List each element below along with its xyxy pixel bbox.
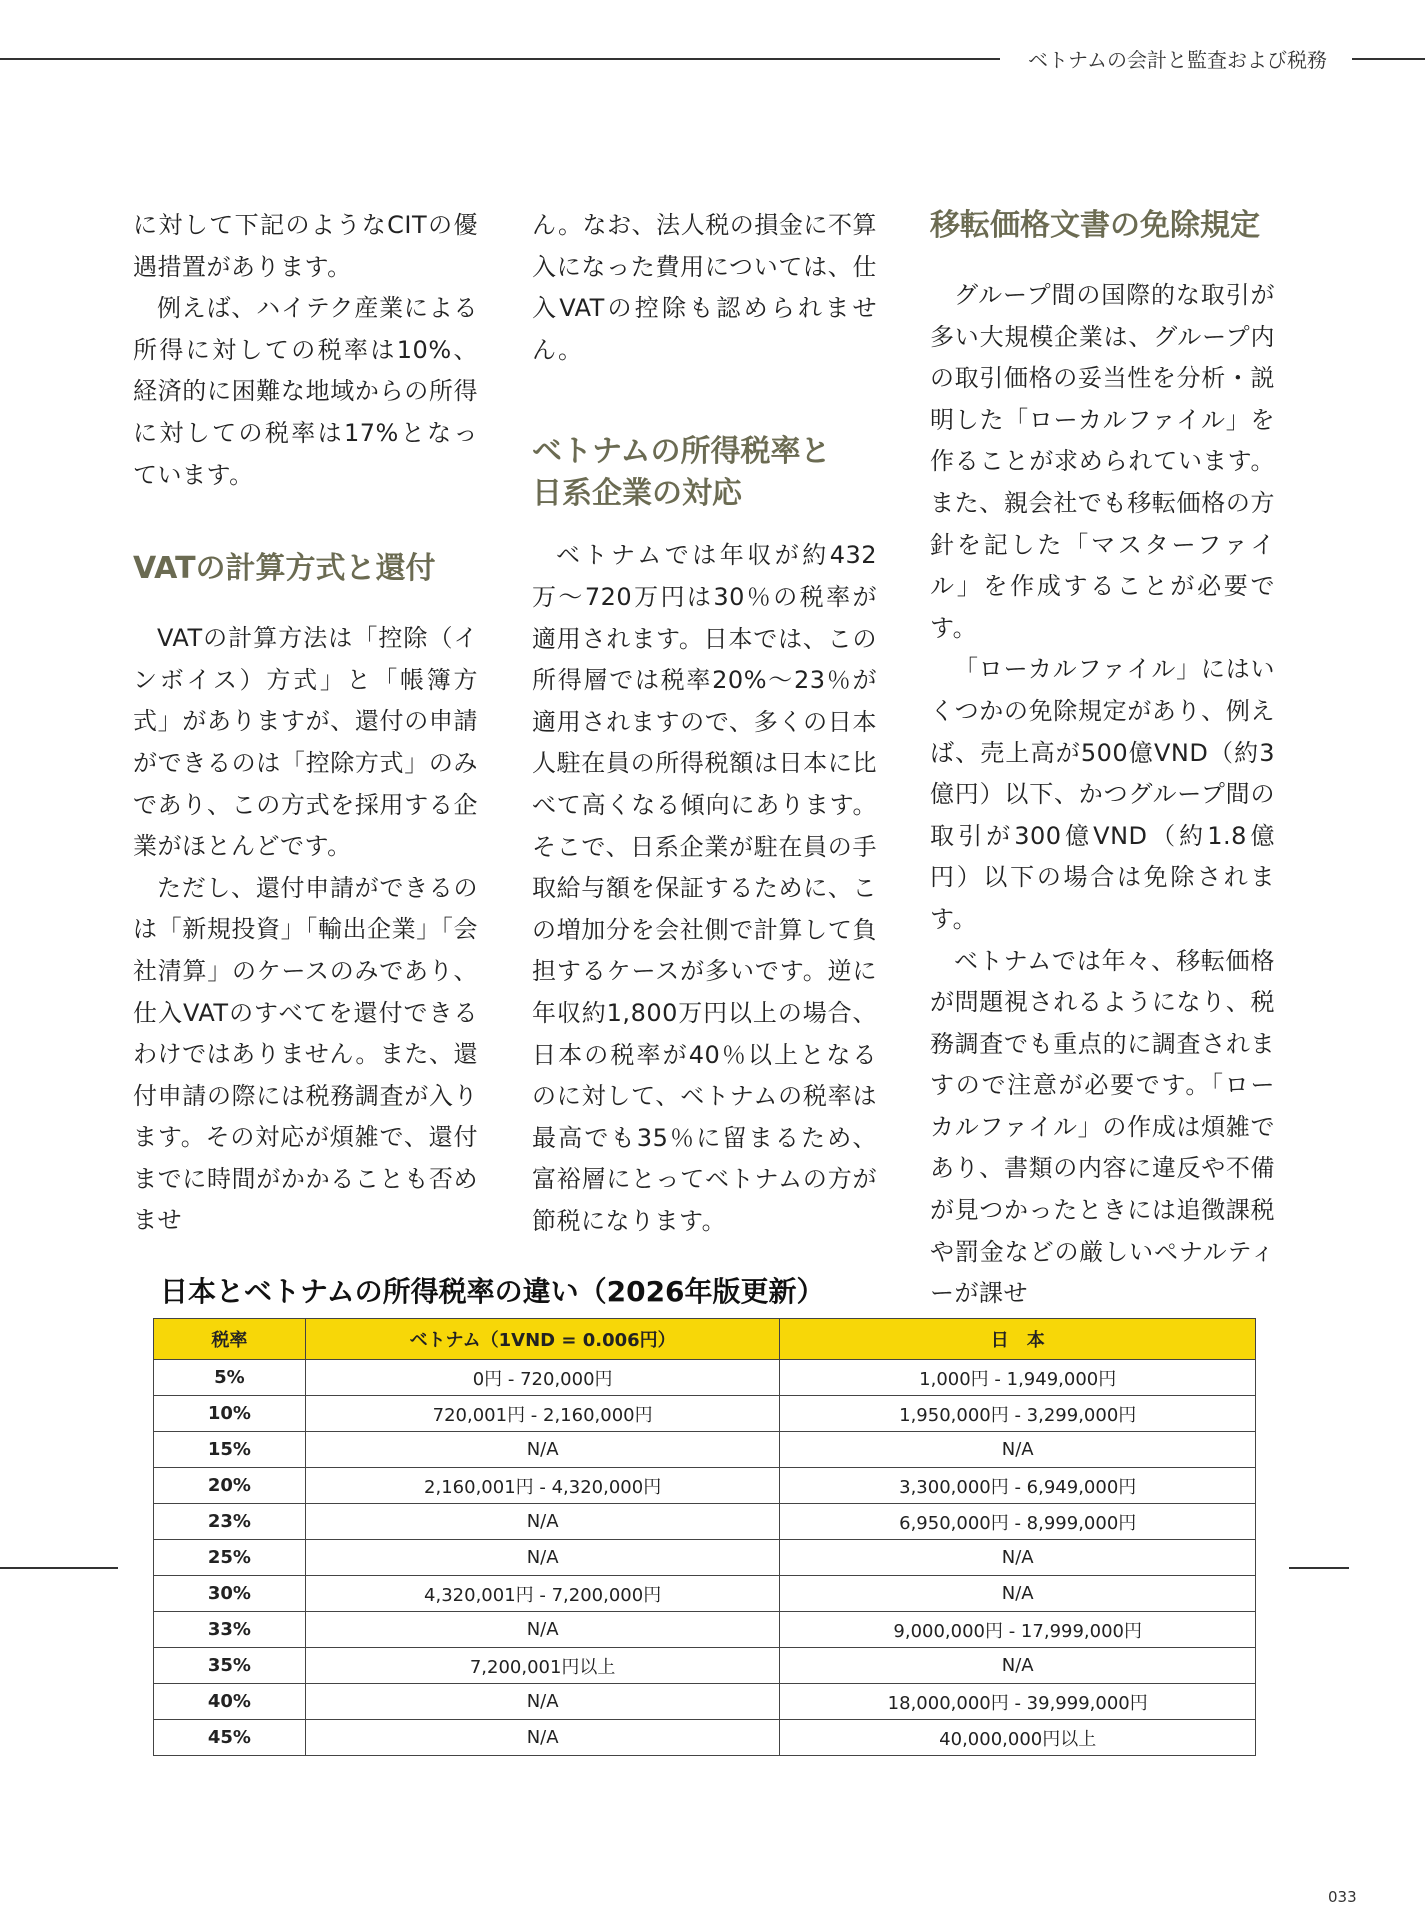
column-3: [930, 205, 1275, 1315]
paragraph: グループ間の国際的な取引が多い大規模企業は、グループ内の取引価格の妥当性を分析・説明した「ローカルファイル」を作ることが求められています。また、親会社でも移転価格の方針を記した「マスターファイル」を作成することが必要です。: [930, 281, 1275, 642]
cell-rate: 30%: [154, 1576, 306, 1612]
cell-japan: 9,000,000円 - 17,999,000円: [780, 1612, 1256, 1648]
table-row: [154, 1468, 1256, 1504]
section-heading-vat: VATの計算方式と還付: [133, 551, 436, 587]
column-header-rate: 税率: [154, 1319, 306, 1360]
header-rule-right: [1352, 58, 1425, 60]
cell-japan: 1,950,000円 - 3,299,000円: [780, 1396, 1256, 1432]
table-header-row: [154, 1319, 1256, 1360]
income-tax-table: [153, 1318, 1256, 1756]
paragraph: ただし、還付申請ができるのは「新規投資」「輸出企業」「会社清算」のケースのみであり、仕入VATのすべてを還付できるわけではありません。また、還付申請の際には税務調査が入ります。その対応が煩雑で、還付までに時間がかかることも否めませ: [133, 873, 478, 1235]
table-row: [154, 1612, 1256, 1648]
header-rule-left: [0, 58, 1000, 60]
column-2: [532, 205, 877, 1242]
cell-vietnam: N/A: [305, 1432, 780, 1468]
cell-rate: 20%: [154, 1468, 306, 1504]
cell-vietnam: N/A: [305, 1612, 780, 1648]
table-row: [154, 1360, 1256, 1396]
cell-rate: 45%: [154, 1720, 306, 1756]
paragraph: 例えば、ハイテク産業による所得に対しての税率は10%、経済的に困難な地域からの所得に対しての税率は17%となっています。: [133, 294, 478, 489]
cell-rate: 15%: [154, 1432, 306, 1468]
section-heading-income-tax: [532, 431, 877, 515]
table-row: [154, 1648, 1256, 1684]
table-row: [154, 1720, 1256, 1756]
running-header: ベトナムの会計と監査および税務: [1028, 48, 1327, 72]
cell-rate: 23%: [154, 1504, 306, 1540]
cell-vietnam: 720,001円 - 2,160,000円: [305, 1396, 780, 1432]
heading-line: 日系企業の対応: [532, 476, 742, 512]
table-row: [154, 1576, 1256, 1612]
cell-vietnam: 0円 - 720,000円: [305, 1360, 780, 1396]
cell-japan: 6,950,000円 - 8,999,000円: [780, 1504, 1256, 1540]
paragraph: 「ローカルファイル」にはいくつかの免除規定があり、例えば、売上高が500億VND（約3億円）以下、かつグループ間の取引が300億VND（約1.8億円）以下の場合は免除されます。: [930, 655, 1275, 933]
heading-line: ベトナムの所得税率と: [532, 434, 831, 470]
cell-japan: N/A: [780, 1576, 1256, 1612]
table-row: [154, 1432, 1256, 1468]
cell-rate: 25%: [154, 1540, 306, 1576]
cell-rate: 33%: [154, 1612, 306, 1648]
cell-japan: N/A: [780, 1540, 1256, 1576]
column-1: [133, 205, 478, 1242]
cell-japan: 1,000円 - 1,949,000円: [780, 1360, 1256, 1396]
cell-japan: 18,000,000円 - 39,999,000円: [780, 1684, 1256, 1720]
side-rule-right: [1289, 1567, 1349, 1569]
paragraph: ベトナムでは年々、移転価格が問題視されるようになり、税務調査でも重点的に調査されますので注意が必要です。「ローカルファイル」の作成は煩雑であり、書類の内容に違反や不備が見つかったときには追徴課税や罰金などの厳しいペナルティーが課せ: [930, 946, 1275, 1308]
cell-rate: 40%: [154, 1684, 306, 1720]
cell-vietnam: 4,320,001円 - 7,200,000円: [305, 1576, 780, 1612]
cell-vietnam: N/A: [305, 1684, 780, 1720]
column-header-japan: 日 本: [780, 1319, 1256, 1360]
paragraph: VATの計算方法は「控除（インボイス）方式」と「帳簿方式」がありますが、還付の申請ができるのは「控除方式」のみであり、この方式を採用する企業がほとんどです。: [133, 624, 478, 861]
cell-vietnam: 7,200,001円以上: [305, 1648, 780, 1684]
cell-rate: 5%: [154, 1360, 306, 1396]
paragraph: に対して下記のようなCITの優遇措置があります。: [133, 211, 478, 281]
section-heading-transfer-pricing: 移転価格文書の免除規定: [930, 208, 1260, 243]
column-header-vietnam: ベトナム（1VND = 0.006円）: [305, 1319, 780, 1360]
cell-japan: 40,000,000円以上: [780, 1720, 1256, 1756]
paragraph: ん。なお、法人税の損金に不算入になった費用については、仕入VATの控除も認められません。: [532, 211, 877, 364]
table-row: [154, 1540, 1256, 1576]
page-number: 033: [1328, 1888, 1357, 1906]
cell-japan: N/A: [780, 1648, 1256, 1684]
table-row: [154, 1684, 1256, 1720]
cell-vietnam: N/A: [305, 1504, 780, 1540]
table-title: 日本とベトナムの所得税率の違い（2026年版更新）: [160, 1275, 825, 1308]
paragraph: ベトナムでは年収が約432万〜720万円は30％の税率が適用されます。日本では、この所得層では税率20%〜23％が適用されますので、多くの日本人駐在員の所得税額は日本に比べて高くなる傾向にあります。そこで、日系企業が駐在員の手取給与額を保証するために、この増加分を会社側で計算して負担するケースが多いです。逆に年収約1,800万円以上の場合、日本の税率が40％以上となるのに対して、ベトナムの税率は最高でも35％に留まるため、富裕層にとってベトナムの方が節税になります。: [532, 541, 877, 1235]
cell-japan: 3,300,000円 - 6,949,000円: [780, 1468, 1256, 1504]
cell-vietnam: N/A: [305, 1720, 780, 1756]
table-row: [154, 1504, 1256, 1540]
cell-rate: 10%: [154, 1396, 306, 1432]
table-row: [154, 1396, 1256, 1432]
cell-vietnam: 2,160,001円 - 4,320,000円: [305, 1468, 780, 1504]
cell-rate: 35%: [154, 1648, 306, 1684]
side-rule-left: [0, 1567, 118, 1569]
cell-japan: N/A: [780, 1432, 1256, 1468]
cell-vietnam: N/A: [305, 1540, 780, 1576]
